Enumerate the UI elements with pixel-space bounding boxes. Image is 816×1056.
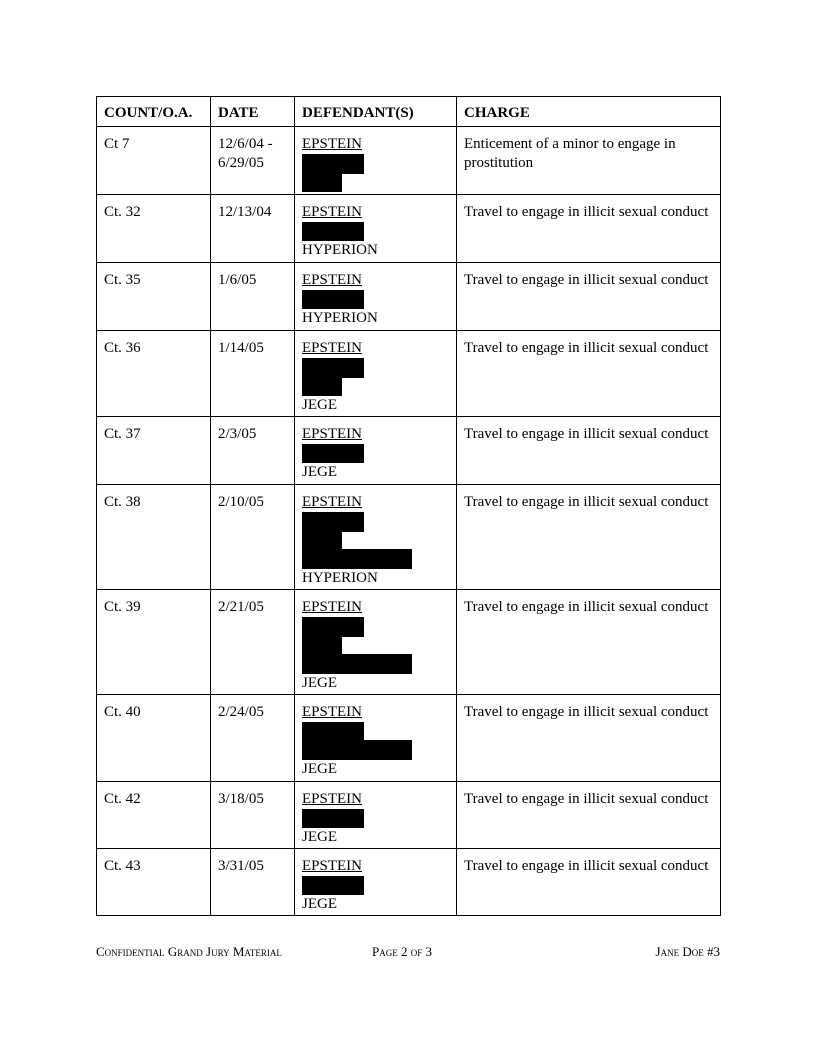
- table-row: [97, 782, 721, 849]
- charge-cell: Travel to engage in illicit sexual conduct: [457, 695, 721, 782]
- table-row: [97, 127, 721, 195]
- count-cell: Ct 7: [97, 127, 211, 195]
- table-row: [97, 695, 721, 782]
- defendant-name: JEGE: [302, 829, 337, 845]
- defendant-name: EPSTEIN: [302, 494, 362, 510]
- defendants-cell: [295, 263, 457, 331]
- defendants-cell: [295, 195, 457, 263]
- charge-cell: Travel to engage in illicit sexual conduct: [457, 331, 721, 417]
- defendant-name: JEGE: [302, 464, 337, 480]
- charge-cell: Travel to engage in illicit sexual conduct: [457, 485, 721, 590]
- table-row: [97, 485, 721, 590]
- defendants-cell: [295, 417, 457, 485]
- defendant-name: EPSTEIN: [302, 704, 362, 720]
- table-row: [97, 849, 721, 916]
- defendant-name: JEGE: [302, 896, 337, 912]
- date-cell: 2/21/05: [211, 590, 295, 695]
- date-cell: 3/31/05: [211, 849, 295, 916]
- defendant-name: EPSTEIN: [302, 340, 362, 356]
- charge-cell: Travel to engage in illicit sexual conduct: [457, 195, 721, 263]
- count-cell: Ct. 37: [97, 417, 211, 485]
- defendant-name: EPSTEIN: [302, 204, 362, 220]
- header-charge: CHARGE: [457, 97, 721, 127]
- charge-cell: Travel to engage in illicit sexual conduct: [457, 782, 721, 849]
- charge-cell: Travel to engage in illicit sexual conduct: [457, 849, 721, 916]
- page-number: Page 2 of 3: [372, 944, 432, 959]
- charge-cell: Travel to engage in illicit sexual conduct: [457, 417, 721, 485]
- defendant-name: EPSTEIN: [302, 272, 362, 288]
- header-count: COUNT/O.A.: [97, 97, 211, 127]
- date-cell: 2/24/05: [211, 695, 295, 782]
- count-cell: Ct. 42: [97, 782, 211, 849]
- header-defendants: DEFENDANT(S): [295, 97, 457, 127]
- date-cell: 2/10/05: [211, 485, 295, 590]
- charge-cell: Travel to engage in illicit sexual conduct: [457, 590, 721, 695]
- defendant-name: HYPERION: [302, 570, 378, 586]
- defendant-name: HYPERION: [302, 310, 378, 326]
- page-footer: [96, 943, 720, 961]
- date-cell: 1/6/05: [211, 263, 295, 331]
- case-identifier: Jane Doe #3: [655, 944, 720, 959]
- defendant-name: JEGE: [302, 675, 337, 691]
- table-header-row: [97, 97, 721, 127]
- redaction-block: [302, 722, 449, 760]
- count-cell: Ct. 40: [97, 695, 211, 782]
- count-cell: Ct. 39: [97, 590, 211, 695]
- redaction-block: [302, 444, 449, 463]
- defendants-cell: [295, 590, 457, 695]
- counts-table: [96, 96, 721, 916]
- defendants-cell: [295, 127, 457, 195]
- defendants-cell: [295, 331, 457, 417]
- table-row: [97, 590, 721, 695]
- confidentiality-notice: Confidential Grand Jury Material: [96, 944, 282, 959]
- count-cell: Ct. 35: [97, 263, 211, 331]
- redaction-block: [302, 617, 449, 674]
- date-cell: 3/18/05: [211, 782, 295, 849]
- table-row: [97, 195, 721, 263]
- redaction-block: [302, 809, 449, 828]
- defendants-cell: [295, 485, 457, 590]
- redaction-block: [302, 876, 449, 895]
- defendant-name: HYPERION: [302, 242, 378, 258]
- count-cell: Ct. 38: [97, 485, 211, 590]
- table-row: [97, 263, 721, 331]
- redaction-block: [302, 512, 449, 569]
- table-row: [97, 331, 721, 417]
- date-cell: 2/3/05: [211, 417, 295, 485]
- defendants-cell: [295, 695, 457, 782]
- redaction-block: [302, 358, 449, 396]
- redaction-block: [302, 222, 449, 241]
- date-cell: 1/14/05: [211, 331, 295, 417]
- defendant-name: EPSTEIN: [302, 858, 362, 874]
- charge-cell: Travel to engage in illicit sexual conduct: [457, 263, 721, 331]
- defendant-name: JEGE: [302, 761, 337, 777]
- table-row: [97, 417, 721, 485]
- count-cell: Ct. 36: [97, 331, 211, 417]
- date-cell: 12/13/04: [211, 195, 295, 263]
- header-date: DATE: [211, 97, 295, 127]
- defendant-name: EPSTEIN: [302, 136, 362, 152]
- redaction-block: [302, 154, 449, 192]
- charge-cell: Enticement of a minor to engage in prostitution: [457, 127, 721, 195]
- defendants-cell: [295, 782, 457, 849]
- count-cell: Ct. 43: [97, 849, 211, 916]
- defendants-cell: [295, 849, 457, 916]
- defendant-name: EPSTEIN: [302, 599, 362, 615]
- count-cell: Ct. 32: [97, 195, 211, 263]
- defendant-name: EPSTEIN: [302, 426, 362, 442]
- date-cell: 12/6/04 - 6/29/05: [211, 127, 295, 195]
- redaction-block: [302, 290, 449, 309]
- defendant-name: EPSTEIN: [302, 791, 362, 807]
- defendant-name: JEGE: [302, 397, 337, 413]
